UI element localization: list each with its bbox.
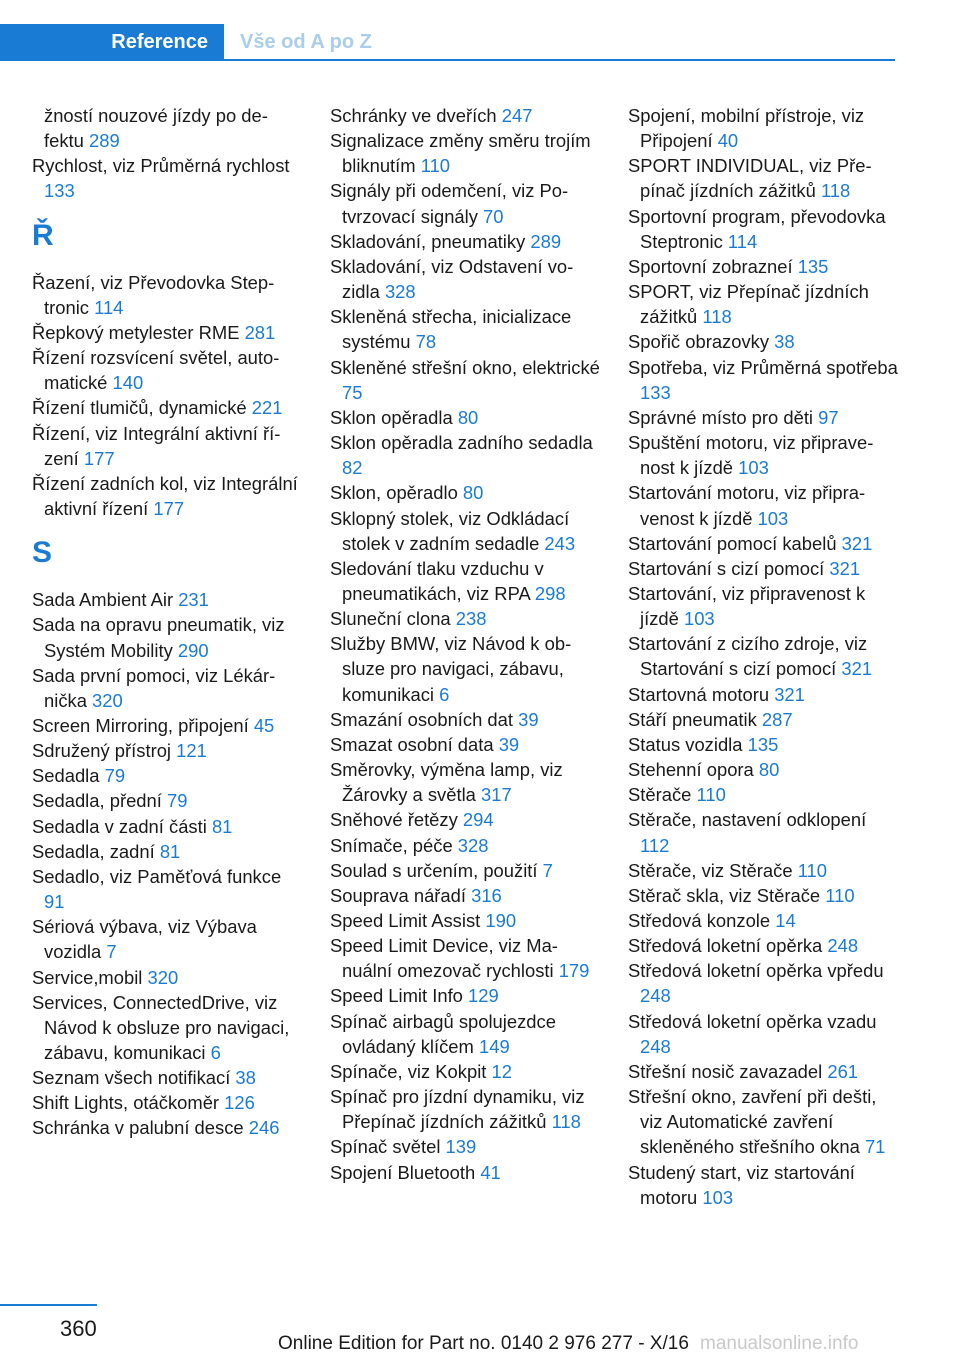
index-entry [32, 153, 300, 203]
page-link[interactable]: 121 [176, 740, 207, 762]
page-link[interactable]: 298 [534, 582, 566, 604]
page-link[interactable]: 110 [825, 884, 855, 906]
entry-term: Startování motoru, viz připravenost k jízdě [628, 482, 866, 529]
page-link[interactable]: 139 [445, 1136, 477, 1158]
index-entry [32, 1115, 300, 1140]
index-entry [330, 556, 600, 606]
page-link[interactable]: 79 [166, 790, 188, 812]
index-entry [330, 254, 600, 304]
edition-note: Online Edition for Part no. 0140 2 976 277 - X/16 [278, 1333, 689, 1354]
entry-term: Services, ConnectedDrive, viz Návod k obsluze pro navigaci, zábavu, komunikaci [32, 991, 290, 1063]
entry-term: Sedadla [32, 765, 105, 787]
index-entry [628, 707, 900, 732]
index-entry [330, 631, 600, 706]
page-link[interactable]: 103 [738, 457, 769, 479]
index-entry [32, 763, 300, 788]
page-link[interactable]: 71 [864, 1136, 886, 1158]
page-link[interactable]: 97 [818, 406, 839, 428]
page-link[interactable]: 320 [92, 689, 123, 711]
page-link[interactable]: 328 [384, 281, 416, 303]
entry-term: Skladování, pneumatiky [330, 230, 531, 252]
page-link[interactable]: 114 [94, 296, 124, 318]
page-link[interactable]: 14 [775, 910, 796, 931]
entry-term: Sedadla, zadní [32, 840, 160, 862]
index-entry [330, 757, 600, 807]
index-entry [32, 345, 300, 395]
entry-term: Spuštění motoru, viz připravenost k jízdě [628, 432, 874, 479]
page-link[interactable]: 39 [518, 708, 539, 730]
entry-term: Spojení Bluetooth [330, 1161, 481, 1183]
entry-term: Řízení tlumičů, dynamické [32, 397, 252, 419]
entry-term: Sériová výbava, viz Výbava vozidla [32, 916, 257, 963]
entry-term: Startování pomocí kabelů [628, 532, 842, 554]
page-link[interactable]: 103 [683, 608, 715, 630]
index-entry [628, 581, 900, 631]
index-entry [32, 990, 300, 1065]
index-entry [628, 732, 900, 757]
index-entry [330, 405, 600, 430]
entry-term: Speed Limit Device, viz Manuální omezovač rychlosti [330, 935, 559, 982]
index-entry [628, 908, 900, 933]
index-entry [32, 395, 300, 420]
page-link[interactable]: 248 [640, 1035, 671, 1057]
index-entry [628, 153, 900, 203]
page-link[interactable]: 91 [44, 891, 65, 913]
index-entry [330, 983, 600, 1008]
page-link[interactable]: 289 [530, 230, 562, 252]
index-entry [628, 631, 900, 681]
entry-term: Souprava nářadí [330, 884, 472, 906]
entry-term: Sportovní program, převodovka Steptronic [628, 205, 886, 252]
entry-term: Stěrače, viz Stěrače [628, 859, 798, 881]
entry-term: Startování, viz připravenost k jízdě [628, 582, 866, 630]
entry-term: Spojení, mobilní přístroje, viz Připojení [628, 105, 865, 152]
page-link[interactable]: 243 [544, 532, 576, 554]
index-entry [330, 1059, 600, 1084]
index-entry [32, 103, 300, 153]
index-entry [628, 531, 900, 556]
page-link[interactable]: 129 [468, 985, 499, 1007]
page-link[interactable]: 81 [211, 815, 233, 837]
page-link[interactable]: 321 [841, 658, 873, 680]
page-link[interactable]: 149 [478, 1035, 510, 1057]
index-entry [32, 471, 300, 521]
page-link[interactable]: 133 [640, 381, 671, 403]
page-link[interactable]: 247 [501, 105, 533, 126]
page-link[interactable]: 110 [797, 859, 828, 881]
entry-term: Skleněné střešní okno, elektrické [330, 356, 600, 378]
entry-term: Směrovky, výměna lamp, viz Žárovky a světla [330, 759, 563, 806]
page-link[interactable]: 317 [481, 784, 512, 806]
page-link[interactable]: 103 [702, 1186, 734, 1208]
entry-term: Spínač světel [330, 1136, 446, 1158]
page-link[interactable]: 290 [177, 639, 209, 661]
index-entry [32, 1065, 300, 1090]
index-entry [32, 788, 300, 813]
page-link[interactable]: 114 [727, 230, 758, 252]
page-link[interactable]: 110 [420, 155, 451, 177]
page-link[interactable]: 112 [640, 834, 670, 856]
page-link[interactable]: 12 [491, 1060, 512, 1082]
entry-term: Schránky ve dveřích [330, 105, 502, 126]
page-link[interactable]: 80 [457, 406, 479, 428]
index-entry [628, 355, 900, 405]
page-link[interactable]: 80 [462, 482, 484, 504]
index-entry [628, 883, 900, 908]
index-entry [32, 864, 300, 914]
index-entry [330, 883, 600, 908]
page-link[interactable]: 248 [827, 935, 859, 957]
index-entry [628, 254, 900, 279]
entry-term: Sklon opěradla zadního sedadla [330, 432, 593, 454]
page-link[interactable]: 321 [841, 532, 873, 554]
page-link[interactable]: 38 [774, 331, 795, 353]
entry-term: Řízení rozsvícení světel, automatické [32, 347, 280, 394]
page-link[interactable]: 140 [112, 372, 144, 394]
index-entry [32, 839, 300, 864]
entry-term: Schránka v palubní desce [32, 1117, 249, 1139]
index-entry [628, 858, 900, 883]
entry-term: Studený start, viz startování motoru [628, 1161, 855, 1208]
index-entry [330, 732, 600, 757]
entry-term: Střešní okno, zavření při dešti, viz Automatické zavření skleněného střešního okna [628, 1086, 877, 1158]
entry-term: Sledování tlaku vzduchu v pneumatikách, viz RPA [330, 557, 544, 604]
entry-term: Sedadla, přední [32, 790, 167, 812]
entry-term: Spínač pro jízdní dynamiku, viz Přepínač jízdních zážitků [330, 1086, 585, 1133]
entry-term: Stěrač skla, viz Stěrače [628, 884, 826, 906]
entry-term: Spínač airbagů spolujezdce ovládaný klíčem [330, 1010, 556, 1057]
index-column-2 [330, 103, 600, 1185]
index-entry [628, 329, 900, 354]
index-entry [628, 807, 900, 857]
entry-term: Služby BMW, viz Návod k obsluze pro navigaci, zábavu, komunikaci [330, 633, 572, 705]
header-divider [224, 59, 895, 61]
page-link[interactable]: 118 [551, 1111, 581, 1133]
page-link[interactable]: 118 [820, 180, 851, 202]
page-link[interactable]: 81 [159, 840, 181, 862]
entry-term: Rychlost, viz Průměrná rychlost [32, 155, 290, 177]
index-entry [628, 757, 900, 782]
index-entry [330, 807, 600, 832]
entry-term: Správné místo pro děti [628, 406, 819, 428]
tab-reference[interactable]: Reference [0, 24, 224, 61]
entry-term: Snímače, péče [330, 834, 458, 856]
page-link[interactable]: 45 [253, 714, 275, 736]
page-link[interactable]: 248 [640, 985, 671, 1007]
page-link[interactable]: 179 [558, 960, 590, 982]
entry-term: Sluneční clona [330, 608, 456, 630]
entry-term: Service,mobil [32, 966, 148, 988]
page-link[interactable]: 321 [829, 557, 861, 579]
entry-term: Stáří pneumatik [628, 708, 762, 730]
page-link[interactable]: 110 [696, 784, 726, 806]
entry-term: Stehenní opora [628, 759, 759, 781]
entry-term: Speed Limit Info [330, 985, 469, 1007]
index-entry [330, 1009, 600, 1059]
entry-term: žností nouzové jízdy po defektu [44, 105, 268, 152]
index-entry [628, 958, 900, 1008]
entry-term: Skleněná střecha, inicializace systému [330, 306, 572, 353]
page-link[interactable]: 135 [797, 255, 829, 277]
index-entry [628, 430, 900, 480]
entry-term: Startování z cizího zdroje, viz Startování s cizí pomocí [628, 633, 868, 680]
page-link[interactable]: 39 [498, 733, 520, 755]
index-entry [32, 663, 300, 713]
entry-term: Řízení, viz Integrální aktivní řízení [32, 422, 281, 469]
page-link[interactable]: 6 [439, 683, 450, 705]
index-entry [628, 279, 900, 329]
index-entry [628, 1059, 900, 1084]
index-entry [32, 320, 300, 345]
entry-term: Sada první pomoci, viz Lékárnička [32, 664, 276, 711]
entry-term: Signály při odemčení, viz Potvrzovací signály [330, 180, 569, 227]
index-entry [32, 270, 300, 320]
index-entry [330, 355, 600, 405]
entry-term: Sedadla v zadní části [32, 815, 212, 837]
index-entry [628, 103, 900, 153]
entry-term: Signalizace změny směru trojím bliknutím [330, 130, 591, 177]
entry-term: Středová loketní opěrka vzadu [628, 1010, 877, 1032]
index-entry [330, 707, 600, 732]
entry-term: Střešní nosič zavazadel [628, 1060, 828, 1082]
entry-term: Sportovní zobrazneí [628, 255, 798, 277]
page-link[interactable]: 238 [455, 608, 487, 630]
page-number: 360 [60, 1316, 97, 1341]
page-link[interactable]: 261 [827, 1060, 859, 1082]
index-entry [628, 933, 900, 958]
index-entry [628, 480, 900, 530]
page-link[interactable]: 281 [244, 321, 276, 343]
index-entry [628, 682, 900, 707]
page-link[interactable]: 6 [210, 1042, 221, 1063]
page-link[interactable]: 133 [44, 180, 75, 202]
entry-term: Smazání osobních dat [330, 708, 519, 730]
entry-term: Řízení zadních kol, viz Integrální aktivní řízení [32, 472, 298, 520]
index-entry [628, 782, 900, 807]
entry-term: Spotřeba, viz Průměrná spotřeba [628, 356, 898, 378]
index-entry [628, 1160, 900, 1210]
index-entry [330, 1134, 600, 1159]
index-entry [32, 612, 300, 662]
footer-divider [0, 1304, 97, 1306]
page-link[interactable]: 118 [702, 306, 732, 328]
index-entry [330, 833, 600, 858]
index-entry [32, 814, 300, 839]
page-link[interactable]: 231 [178, 589, 209, 611]
page-link[interactable]: 177 [153, 498, 185, 520]
entry-term: Seznam všech notifikací [32, 1067, 236, 1089]
page-link[interactable]: 40 [717, 130, 739, 152]
page-link[interactable]: 126 [224, 1092, 255, 1114]
index-entry [330, 1160, 600, 1185]
page-link[interactable]: 289 [88, 130, 120, 152]
entry-term: Středová konzole [628, 910, 776, 931]
index-entry [32, 421, 300, 471]
page-link[interactable]: 82 [342, 457, 363, 479]
page-link[interactable]: 316 [471, 884, 502, 906]
entry-term: SPORT, viz Přepínač jízdních zážitků [628, 281, 869, 328]
page-link[interactable]: 320 [147, 966, 179, 988]
index-entry [32, 713, 300, 738]
watermark: manualsonline.info [700, 1333, 859, 1354]
index-entry [32, 738, 300, 763]
index-entry [330, 430, 600, 480]
index-entry [628, 1009, 900, 1059]
page-link[interactable]: 75 [342, 381, 363, 403]
index-entry [32, 914, 300, 964]
tab-vse-od-a-po-z[interactable]: Vše od A po Z [240, 31, 372, 53]
page-link[interactable]: 221 [251, 397, 283, 419]
page-link[interactable]: 38 [235, 1067, 256, 1089]
page-link[interactable]: 246 [248, 1117, 280, 1139]
entry-term: Stěrače, nastavení odklopení [628, 809, 867, 831]
page-link[interactable]: 7 [542, 859, 553, 881]
entry-term: Sklon, opěradlo [330, 482, 463, 504]
index-entry [32, 965, 300, 990]
header-bar [0, 0, 895, 62]
entry-term: Spořič obrazovky [628, 331, 775, 353]
index-entry [32, 587, 300, 612]
page-link[interactable]: 78 [415, 331, 437, 353]
entry-term: Shift Lights, otáčkoměr [32, 1092, 225, 1114]
entry-term: Sedadlo, viz Paměťová funkce [32, 865, 282, 887]
index-entry [32, 1090, 300, 1115]
page-link[interactable]: 135 [747, 733, 779, 755]
index-entry [330, 128, 600, 178]
index-entry [330, 304, 600, 354]
entry-term: Středová loketní opěrka [628, 935, 828, 957]
page-link[interactable]: 41 [480, 1161, 501, 1183]
section-letter: Ř [32, 218, 54, 252]
entry-term: Sdružený přístroj [32, 740, 177, 762]
entry-term: Status vozidla [628, 733, 748, 755]
entry-term: Smazat osobní data [330, 733, 499, 755]
page-link[interactable]: 80 [758, 759, 780, 781]
index-entry [628, 405, 900, 430]
index-entry [330, 480, 600, 505]
entry-term: Startování s cizí pomocí [628, 557, 830, 579]
entry-term: SPORT INDIVIDUAL, viz Přepínač jízdních zážitků [628, 155, 872, 202]
page-link[interactable]: 321 [774, 683, 805, 705]
page-link[interactable]: 177 [83, 447, 115, 469]
page-link[interactable]: 287 [761, 708, 793, 730]
index-entry [330, 606, 600, 631]
index-entry [628, 556, 900, 581]
index-entry [330, 506, 600, 556]
page-link[interactable]: 328 [457, 834, 489, 856]
index-entry [628, 1084, 900, 1159]
entry-term: Skladování, viz Odstavení vozidla [330, 255, 574, 303]
page-link[interactable]: 190 [485, 910, 517, 931]
index-entry [330, 178, 600, 228]
index-entry [330, 1084, 600, 1134]
index-entry [330, 229, 600, 254]
index-entry [628, 204, 900, 254]
entry-term: Středová loketní opěrka vpředu [628, 960, 884, 982]
entry-term: Spínače, viz Kokpit [330, 1060, 492, 1082]
index-entry [330, 908, 600, 933]
index-column-1 [32, 103, 300, 1141]
entry-term: Řazení, viz Převodovka Steptronic [32, 271, 275, 318]
entry-term: Řepkový metylester RME [32, 321, 245, 343]
page-link[interactable]: 103 [757, 507, 789, 529]
entry-term: Screen Mirroring, připojení [32, 714, 254, 736]
index-entry [330, 103, 600, 128]
page-link[interactable]: 7 [106, 941, 117, 963]
entry-term: Sada Ambient Air [32, 589, 179, 611]
section-letter: S [32, 536, 53, 570]
index-entry [330, 933, 600, 983]
entry-term: Soulad s určením, použití [330, 859, 543, 881]
page-link[interactable]: 70 [483, 205, 504, 227]
page-link[interactable]: 294 [462, 809, 494, 831]
entry-term: Sklon opěradla [330, 406, 458, 428]
entry-term: Startovná motoru [628, 683, 775, 705]
index-column-3 [628, 103, 900, 1210]
entry-term: Sklopný stolek, viz Odkládací stolek v zadním sedadle [330, 507, 570, 554]
index-entry [330, 858, 600, 883]
entry-term: Sada na opravu pneumatik, viz Systém Mobility [32, 614, 285, 661]
page-link[interactable]: 79 [104, 765, 126, 787]
entry-term: Stěrače [628, 784, 697, 806]
entry-term: Speed Limit Assist [330, 910, 486, 931]
entry-term: Sněhové řetězy [330, 809, 463, 831]
